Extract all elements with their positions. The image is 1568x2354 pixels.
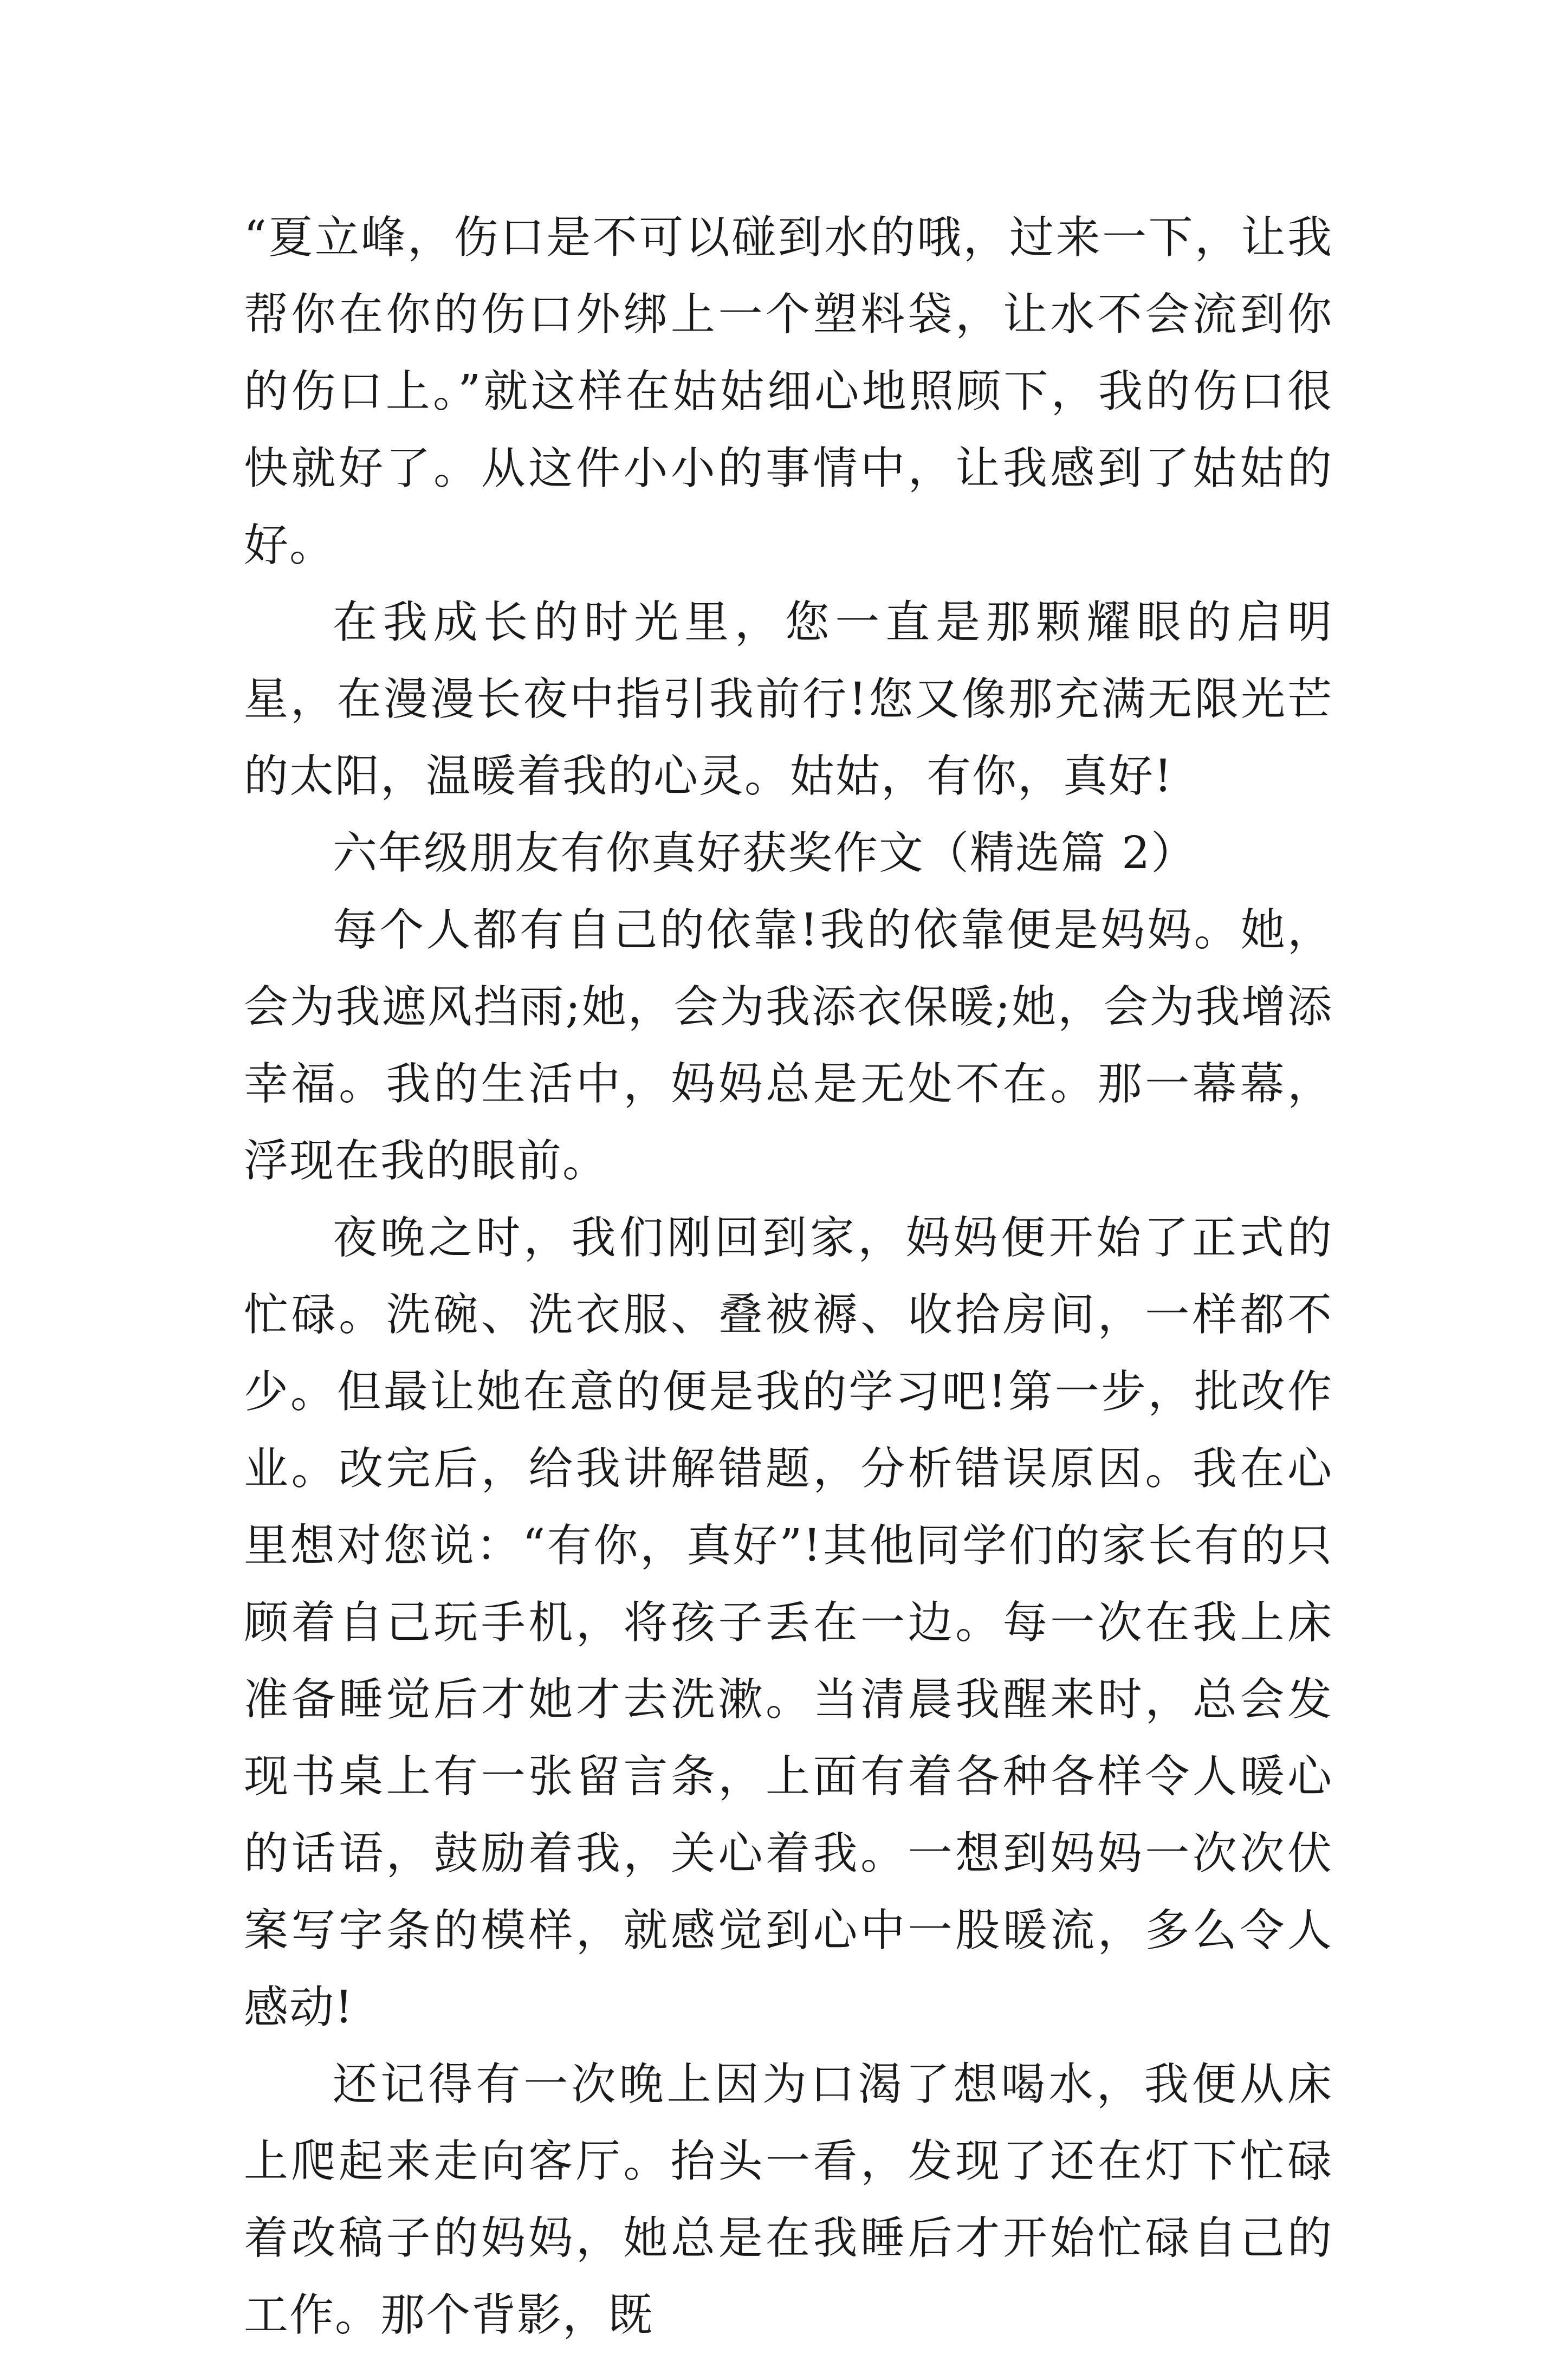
document-body	[244, 199, 1333, 2354]
section-heading: 六年级朋友有你真好获奖作文（精选篇 2）	[333, 827, 1197, 879]
paragraph-morning-star: 在我成长的时光里，您一直是那颗耀眼的启明星，在漫漫长夜中指引我前行!您又像那充满无限光芒的太阳，温暖着我的心灵。姑姑，有你，真好!	[244, 597, 1333, 802]
paragraph-reliance: 每个人都有自己的依靠!我的依靠便是妈妈。她，会为我遮风挡雨;她，会为我添衣保暖;她，会为我增添幸福。我的生活中，妈妈总是无处不在。那一幕幕，浮现在我的眼前。	[244, 904, 1333, 1187]
paragraph-evening: 夜晚之时，我们刚回到家，妈妈便开始了正式的忙碌。洗碗、洗衣服、叠被褥、收拾房间，一样都不少。但最让她在意的便是我的学习吧!第一步，批改作业。改完后，给我讲解错题，分析错误原因。我在心里想对您说：“有你，真好”!其他同学们的家长有的只顾着自己玩手机，将孩子丢在一边。每一次在我上床准备睡觉后才她才去洗漱。当清晨我醒来时，总会发现书桌上有一张留言条，上面有着各种各样令人暖心的话语，鼓励着我，关心着我。一想到妈妈一次次伏案写字条的模样，就感觉到心中一股暖流，多么令人感动!	[244, 1212, 1333, 2033]
paragraph-quote-continuation: “夏立峰，伤口是不可以碰到水的哦，过来一下，让我帮你在你的伤口外绑上一个塑料袋，让水不会流到你的伤口上。”就这样在姑姑细心地照顾下，我的伤口很快就好了。从这件小小的事情中，让我感到了姑姑的好。	[244, 212, 1333, 571]
paragraph-night-water: 还记得有一次晚上因为口渴了想喝水，我便从床上爬起来走向客厅。抬头一看，发现了还在灯下忙碌着改稿子的妈妈，她总是在我睡后才开始忙碌自己的工作。那个背影，既	[244, 2059, 1333, 2341]
